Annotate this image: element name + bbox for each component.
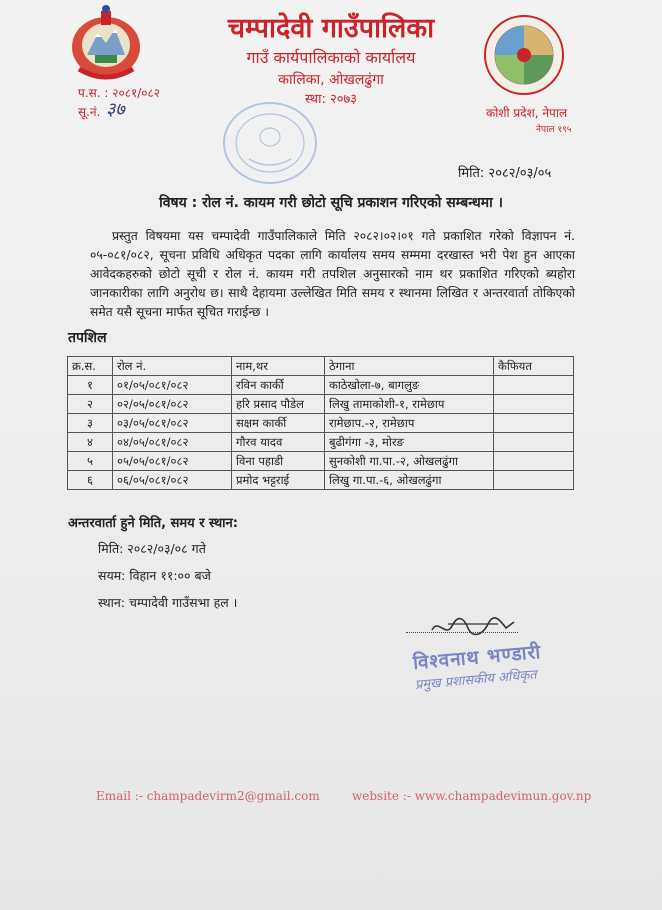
cell-sn: ३ (68, 414, 113, 433)
cell-roll: ०६/०५/०८१/०८२ (113, 471, 232, 490)
municipality-logo-icon (483, 14, 565, 96)
cell-roll: ०५/०५/०८१/०८२ (113, 452, 232, 471)
column-header-address: ठेगाना (325, 357, 494, 376)
cell-remarks (494, 433, 574, 452)
table-row (68, 376, 574, 395)
column-header-roll: रोल नं. (113, 357, 232, 376)
cell-name: विना पहाडी (232, 452, 325, 471)
letter-date: मिति: २०८२/०३/०५ (458, 166, 552, 181)
cell-address: लिखु गा.पा.-६, ओखलढुंगा (325, 471, 494, 490)
cell-address: रामेछाप.-२, रामेछाप (325, 414, 494, 433)
cell-roll: ०१/०५/०८१/०८२ (113, 376, 232, 395)
officer-name: विश्वनाथ भण्डारी (412, 640, 543, 675)
cell-remarks (494, 414, 574, 433)
table-row (68, 395, 574, 414)
officer-name-stamp (412, 637, 556, 704)
letter-subject: विषय : रोल नं. कायम गरी छोटो सूचि प्रकाशन गरिएको सम्बन्धमा । (159, 195, 503, 211)
cell-remarks (494, 395, 574, 414)
dispatch-number-label: सू.नं. (78, 105, 101, 119)
cell-address: सुनकोशी गा.पा.-२, ओखलढुंगा (325, 452, 494, 471)
table-row (68, 414, 574, 433)
cell-sn: ६ (68, 471, 113, 490)
officer-title: प्रमुख प्रशासकीय अधिकृत (414, 667, 538, 694)
office-address: कालिका, ओखलढुंगा (278, 72, 384, 88)
cell-roll: ०४/०५/०८१/०८२ (113, 433, 232, 452)
cell-remarks (494, 471, 574, 490)
letter-body: प्रस्तुत विषयमा यस चम्पादेवी गाउँपालिकाले मिति २०८२।०२।०१ गते प्रकाशित गरेको विज्ञापन नं. ०५-०८१/०८२, सूचना प्रविधि अधिकृत पदका लागि कार्यालय समय सम्ममा दरखास्त भरी पेश हुन आएका आवेदकहरुको छोटो सूची र रोल नं. कायम गरी तपशिल अनुसारको नाम थर प्रकाशित गरिएको ब्यहोरा जानकारीका लागि अनुरोध छ। साथै देहायमा उल्लेखित मिति समय र स्थानमा लिखित र अन्तरवार्ता तोकिएको समेत यसै सूचना मार्फत सूचित गराईन्छ । (90, 229, 575, 319)
cell-sn: २ (68, 395, 113, 414)
interview-date: मिति: २०८२/०३/०८ गते (98, 541, 206, 556)
cell-name: सक्षम कार्की (232, 414, 325, 433)
shortlist-table (67, 356, 574, 490)
cell-name: प्रमोद भट्टराई (232, 471, 325, 490)
interview-heading: अन्तरवार्ता हुने मिति, समय र स्थान: (68, 516, 238, 531)
handwritten-signature-icon (428, 614, 518, 640)
column-header-name: नाम,थर (232, 357, 325, 376)
cell-sn: ५ (68, 452, 113, 471)
interview-venue: स्थान: चम्पादेवी गाउँसभा हल । (98, 595, 238, 610)
table-row (68, 471, 574, 490)
dispatch-number-handwritten: ३७ (106, 99, 125, 120)
ward-note: नेपाल १९५ (536, 125, 572, 135)
cell-sn: ४ (68, 433, 113, 452)
cell-address: काठेखोला-७, बागलुङ (325, 376, 494, 395)
cell-name: गौरव यादव (232, 433, 325, 452)
cell-remarks (494, 376, 574, 395)
cell-sn: १ (68, 376, 113, 395)
cell-name: हरि प्रसाद पौडेल (232, 395, 325, 414)
office-subtitle: गाउँ कार्यपालिकाको कार्यालय (246, 48, 416, 67)
established-year: स्था: २०७३ (304, 92, 358, 107)
province-label: कोशी प्रदेश, नेपाल (486, 106, 568, 120)
fiscal-year-ref: प.स. : २०८१/०८२ (78, 86, 160, 100)
table-row (68, 433, 574, 452)
cell-roll: ०३/०५/०८१/०८२ (113, 414, 232, 433)
table-header-row (68, 357, 574, 376)
cell-address: लिखु तामाकोशी-१, रामेछाप (325, 395, 494, 414)
details-heading: तपशिल (68, 330, 107, 346)
cell-roll: ०२/०५/०८१/०८२ (113, 395, 232, 414)
column-header-remarks: कैफियत (494, 357, 574, 376)
footer-website: website :- www.champadevimun.gov.np (352, 789, 592, 803)
office-seal-icon (219, 97, 321, 189)
cell-remarks (494, 452, 574, 471)
cell-name: रविन कार्की (232, 376, 325, 395)
interview-time: सयम: विहान ११:०० बजे (98, 568, 211, 583)
municipality-title: चम्पादेवी गाउँपालिका (227, 13, 435, 44)
footer-email: Email :- champadevirm2@gmail.com (96, 789, 320, 803)
table-row (68, 452, 574, 471)
column-header-sn: क्र.स. (68, 357, 113, 376)
cell-address: बुढीगंगा -३, मोरङ (325, 433, 494, 452)
